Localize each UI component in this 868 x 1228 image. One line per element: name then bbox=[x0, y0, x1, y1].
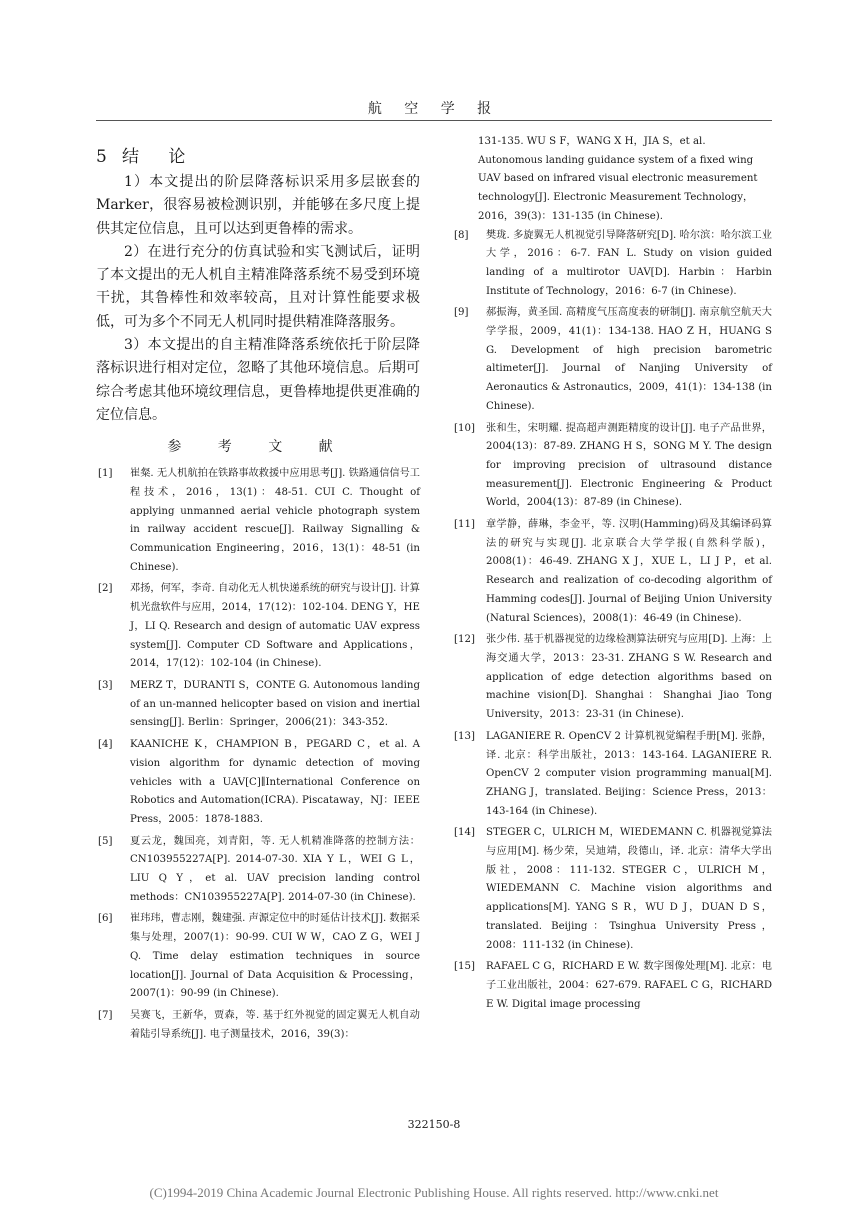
reference-index: [14] bbox=[454, 827, 475, 839]
reference-13 bbox=[452, 728, 772, 822]
reference-text: STEGER C，ULRICH M，WIEDEMANN C. 机器视觉算法与应用[M]. 杨少荣，吴迪靖，段德山，译. 北京：清华大学出版社，2008：111-132. STEGER C，ULRICH M，WIEDEMANN C. Machine vision algorithms and applications[M]. YANG S R，WU D J，DUAN D S，translated. Beijing：Tsinghua University Press，2008：111-132 (in Chinese). bbox=[486, 827, 772, 951]
reference-text: 邓扬，何军，李奇. 自动化无人机快递系统的研究与设计[J]. 计算机光盘软件与应用，2014，17(12)：102-104. DENG Y，HE J，LI Q. Research and design of automatic UAV express system[J]. Computer CD Software and Applications，2014，17(12)：102-104 (in Chinese). bbox=[130, 583, 420, 670]
reference-index: [1] bbox=[98, 468, 113, 480]
reference-index: [13] bbox=[454, 730, 475, 742]
header-rule bbox=[96, 120, 772, 121]
reference-text: MERZ T，DURANTI S，CONTE G. Autonomous landing of an un-manned helicopter based on vision and inertial sensing[J]. Berlin：Springer，2006(21)：343-352. bbox=[130, 680, 420, 729]
reference-14 bbox=[452, 824, 772, 955]
reference-2 bbox=[96, 580, 420, 674]
reference-index: [3] bbox=[98, 680, 113, 691]
reference-12 bbox=[452, 631, 772, 725]
reference-text: 吴赛飞，王新华，贾森，等. 基于红外视觉的固定翼无人机自动着陆引导系统[J]. 电子测量技术，2016，39(3)： bbox=[130, 1009, 420, 1040]
conclusion-paragraph-3: 3）本文提出的自主精准降落系统依托于阶层降落标识进行相对定位，忽略了其他环境信息。后期可综合考虑其他环境纹理信息，更鲁棒地提供更准确的定位信息。 bbox=[96, 337, 420, 423]
copyright-footer: (C)1994-2019 China Academic Journal Electronic Publishing House. All rights reserved. http://www.cnki.net bbox=[149, 1185, 719, 1200]
conclusion-paragraph-2: 2）在进行充分的仿真试验和实飞测试后，证明了本文提出的无人机自主精准降落系统不易受到环境干扰，其鲁棒性和效率较高，且对计算性能要求极低，可为多个不同无人机同时提供精准降落服务。 bbox=[96, 243, 420, 330]
reference-6 bbox=[96, 910, 420, 1004]
reference-text: LAGANIERE R. OpenCV 2 计算机视觉编程手册[M]. 张静，译. 北京：科学出版社，2013：143-164. LAGANIERE R. OpenCV 2 computer vision programming manual[M]. ZHANG J，translated. Beijing：Science Press，2013：143-164 (in Chinese). bbox=[486, 730, 772, 817]
reference-text: 樊珑. 多旋翼无人机视觉引导降落研究[D]. 哈尔滨：哈尔滨工业大学，2016：6-7. FAN L. Study on vision guided landing of a multirotor UAV[D]. Harbin：Harbin Institute of Technology，2016：6-7 (in Chinese). bbox=[486, 229, 772, 297]
reference-index: [6] bbox=[98, 913, 113, 925]
reference-7 bbox=[96, 1007, 420, 1044]
left-column bbox=[96, 143, 420, 1047]
reference-9 bbox=[452, 304, 772, 416]
reference-text: 郝振海，黄圣国. 高精度气压高度表的研制[J]. 南京航空航天大学学报，2009，41(1)：134-138. HAO Z H，HUANG S G. Development of high precision barometric altimeter[J]. Journal of Nanjing University of Aeronautics & Astronautics，2009，41(1)：134-138 (in Chinese). bbox=[486, 307, 772, 412]
section-heading bbox=[96, 143, 420, 171]
reference-10 bbox=[452, 420, 772, 514]
reference-index: [7] bbox=[98, 1009, 113, 1021]
reference-text: KAANICHE K，CHAMPION B，PEGARD C，et al. A vision algorithm for dynamic detection of moving vehicles with a UAV[C]∥International Conference on Robotics and Automation(ICRA). Piscataway，NJ：IEEE Press，2005：1878-1883. bbox=[130, 739, 420, 825]
reference-index: [2] bbox=[98, 583, 113, 595]
right-column bbox=[452, 133, 772, 1017]
references-heading: 参 考 文 献 bbox=[167, 439, 349, 456]
reference-index: [11] bbox=[454, 519, 475, 531]
reference-text: 夏云龙，魏国亮，刘青阳，等. 无人机精准降落的控制方法：CN103955227A[P]. 2014-07-30. XIA Y L，WEI G L，LIU Q Y，et al. UAV precision landing control methods：CN103955227A[P]. 2014-07-30 (in Chinese). bbox=[130, 835, 420, 903]
reference-text: 张少伟. 基于机器视觉的边缘检测算法研究与应用[D]. 上海：上海交通大学，2013：23-31. ZHANG S W. Research and application of edge detection algorithms based on machine vision[D]. Shanghai：Shanghai Jiao Tong University，2013：23-31 (in Chinese). bbox=[486, 634, 772, 721]
reference-7-continued: 131-135. WU S F，WANG X H，JIA S，et al. Autonomous landing guidance system of a fixed wing UAV based on infrared visual electronic measurement technology[J]. Electronic Measurement Technology，2016，39(3)：131-135 (in Chinese). bbox=[478, 136, 758, 222]
reference-index: [15] bbox=[454, 961, 475, 973]
reference-index: [9] bbox=[454, 307, 469, 319]
conclusion-paragraph-1: 1）本文提出的阶层降落标识采用多层嵌套的 Marker，很容易被检测识别，并能够在多尺度上提供其定位信息，且可以达到更鲁棒的需求。 bbox=[96, 174, 420, 237]
reference-index: [5] bbox=[98, 835, 113, 847]
reference-15 bbox=[452, 958, 772, 1014]
reference-index: [12] bbox=[454, 634, 475, 646]
reference-text: 崔玮玮，曹志刚，魏建强. 声源定位中的时延估计技术[J]. 数据采集与处理，2007(1)：90-99. CUI W W，CAO Z G，WEI J Q. Time delay estimation techniques in source location[J]. Journal of Data Acquisition & Processing，2007(1)：90-99 (in Chinese). bbox=[130, 913, 420, 1000]
running-header: 航 空 学 报 bbox=[367, 101, 501, 117]
reference-text: 崔粲. 无人机航拍在铁路事故救援中应用思考[J]. 铁路通信信号工程技术，2016，13(1)：48-51. CUI C. Thought of applying unmanned aerial vehicle photograph system in railway accident rescue[J]. Railway Signalling & Communication Engineering，2016，13(1)：48-51 (in Chinese). bbox=[130, 468, 420, 573]
reference-text: 章学静，薛琳，李金平，等. 汉明(Hamming)码及其编译码算法的研究与实现[J]. 北京联合大学学报(自然科学版)，2008(1)：46-49. ZHANG X J，XUE L，LI J P，et al. Research and realization of co-decoding algorithm of Hamming codes[J]. Journal of Beijing Union University (Natural Sciences)，2008(1)：46-49 (in Chinese). bbox=[486, 519, 772, 624]
page-number: 322150-8 bbox=[407, 1118, 461, 1131]
reference-3 bbox=[96, 677, 420, 733]
reference-8 bbox=[452, 227, 772, 302]
reference-index: [4] bbox=[98, 739, 113, 751]
reference-1 bbox=[96, 465, 420, 577]
section-title: 结 论 bbox=[122, 147, 198, 167]
reference-text: RAFAEL C G，RICHARD E W. 数字图像处理[M]. 北京：电子工业出版社，2004：627-679. RAFAEL C G，RICHARD E W. Digital image processing bbox=[486, 961, 772, 1010]
reference-5 bbox=[96, 833, 420, 908]
reference-index: [8] bbox=[454, 229, 469, 241]
section-number: 5 bbox=[96, 147, 107, 167]
reference-index: [10] bbox=[454, 422, 475, 434]
reference-11 bbox=[452, 516, 772, 628]
reference-text: 张和生，宋明耀. 提高超声测距精度的设计[J]. 电子产品世界，2004(13)：87-89. ZHANG H S，SONG M Y. The design for improving precision of ultrasound distance measurement[J]. Electronic Engineering & Product World，2004(13)：87-89 (in Chinese). bbox=[486, 422, 772, 509]
reference-4 bbox=[96, 736, 420, 830]
